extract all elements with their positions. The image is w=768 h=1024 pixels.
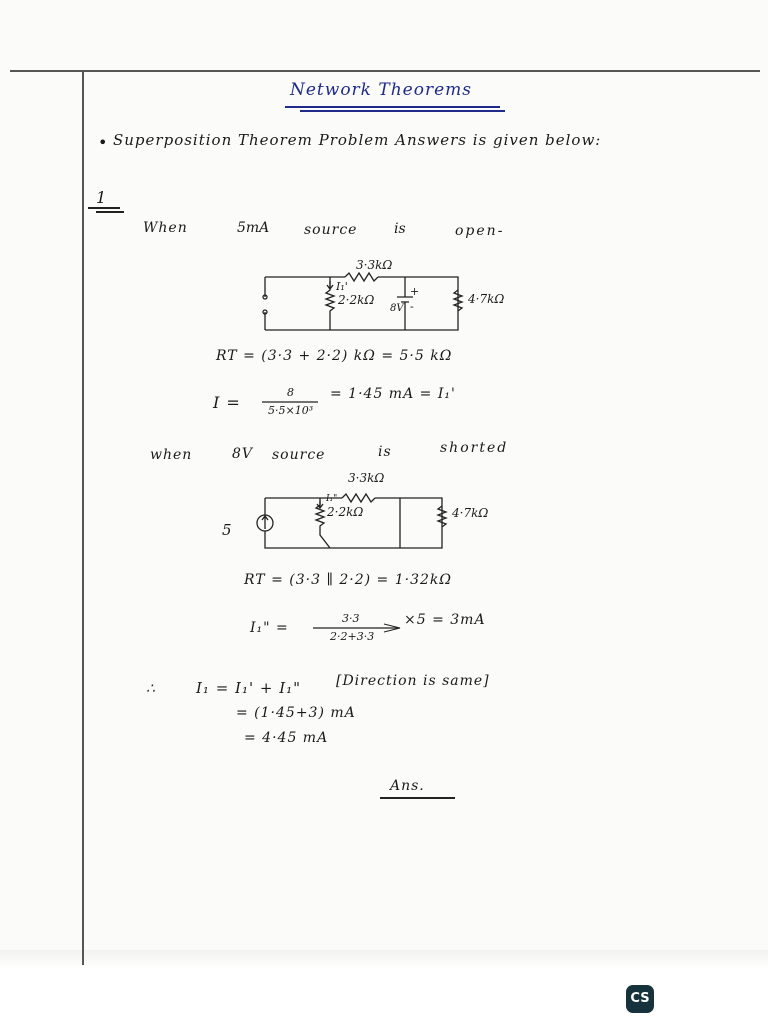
case2-current-denominator: 2·2+3·3 <box>330 630 375 643</box>
page-title: Network Theorems <box>290 80 472 100</box>
total-result: = 4·45 mA <box>244 730 329 746</box>
c1-label-battery: 8V <box>390 303 404 314</box>
case1-rt-equation: RT = (3·3 + 2·2) kΩ = 5·5 kΩ <box>216 348 453 364</box>
therefore-symbol: ∴ <box>146 681 156 697</box>
case1-word-value: 5mA <box>237 220 270 236</box>
case2-current-numerator: 3·3 <box>342 612 360 625</box>
c2-label-top-resistor: 3·3kΩ <box>348 471 385 485</box>
bullet-point: • <box>98 133 108 152</box>
c1-label-battery-plus: + <box>410 285 420 298</box>
case2-current-result: ×5 = 3mA <box>404 612 486 628</box>
case1-word-state: open- <box>455 223 505 239</box>
case2-word-is: is <box>378 444 392 460</box>
direction-note: [Direction is same] <box>336 673 490 689</box>
case2-current-lhs: I₁" = <box>250 620 289 636</box>
c1-label-top-resistor: 3·3kΩ <box>356 258 393 272</box>
c1-resistor-top <box>345 273 378 281</box>
case1-current-lhs: I = <box>213 393 241 412</box>
c1-label-mid-resistor: 2·2kΩ <box>338 293 375 307</box>
c2-label-source: 5 <box>222 521 233 539</box>
c2-resistor-top <box>342 494 375 502</box>
case2-word-source: source <box>272 447 326 463</box>
c2-label-right-resistor: 4·7kΩ <box>452 506 489 520</box>
c1-label-battery-minus: - <box>410 300 414 313</box>
scanner-app-logo: CS <box>626 985 654 1013</box>
case1-word-when: When <box>143 220 188 236</box>
case1-current-numerator: 8 <box>287 386 294 399</box>
circuit-2 <box>257 494 446 548</box>
answer-mark: Ans. <box>390 778 425 794</box>
c2-label-current: I₁" <box>326 494 338 504</box>
case1-word-is: is <box>394 221 406 237</box>
total-step-sum: = (1·45+3) mA <box>236 705 356 721</box>
total-equation: I₁ = I₁' + I₁" <box>196 679 302 697</box>
problem-number: 1 <box>96 188 107 207</box>
case2-word-state: shorted <box>440 440 509 456</box>
c1-label-right-resistor: 4·7kΩ <box>468 292 505 306</box>
c2-label-mid-resistor: 2·2kΩ <box>327 505 364 519</box>
answer-underline <box>380 797 455 799</box>
case1-current-denominator: 5·5×10³ <box>268 404 314 417</box>
c1-label-current: I₁' <box>336 280 348 293</box>
case1-current-result: = 1·45 mA = I₁' <box>330 386 456 402</box>
case2-rt-equation: RT = (3·3 ∥ 2·2) = 1·32kΩ <box>244 572 452 588</box>
intro-text: Superposition Theorem Problem Answers is given below: <box>113 131 602 149</box>
case1-word-source: source <box>304 222 358 238</box>
case2-word-when: when <box>150 447 193 463</box>
case2-word-value: 8V <box>232 446 254 462</box>
c1-current-arrow <box>327 281 333 289</box>
